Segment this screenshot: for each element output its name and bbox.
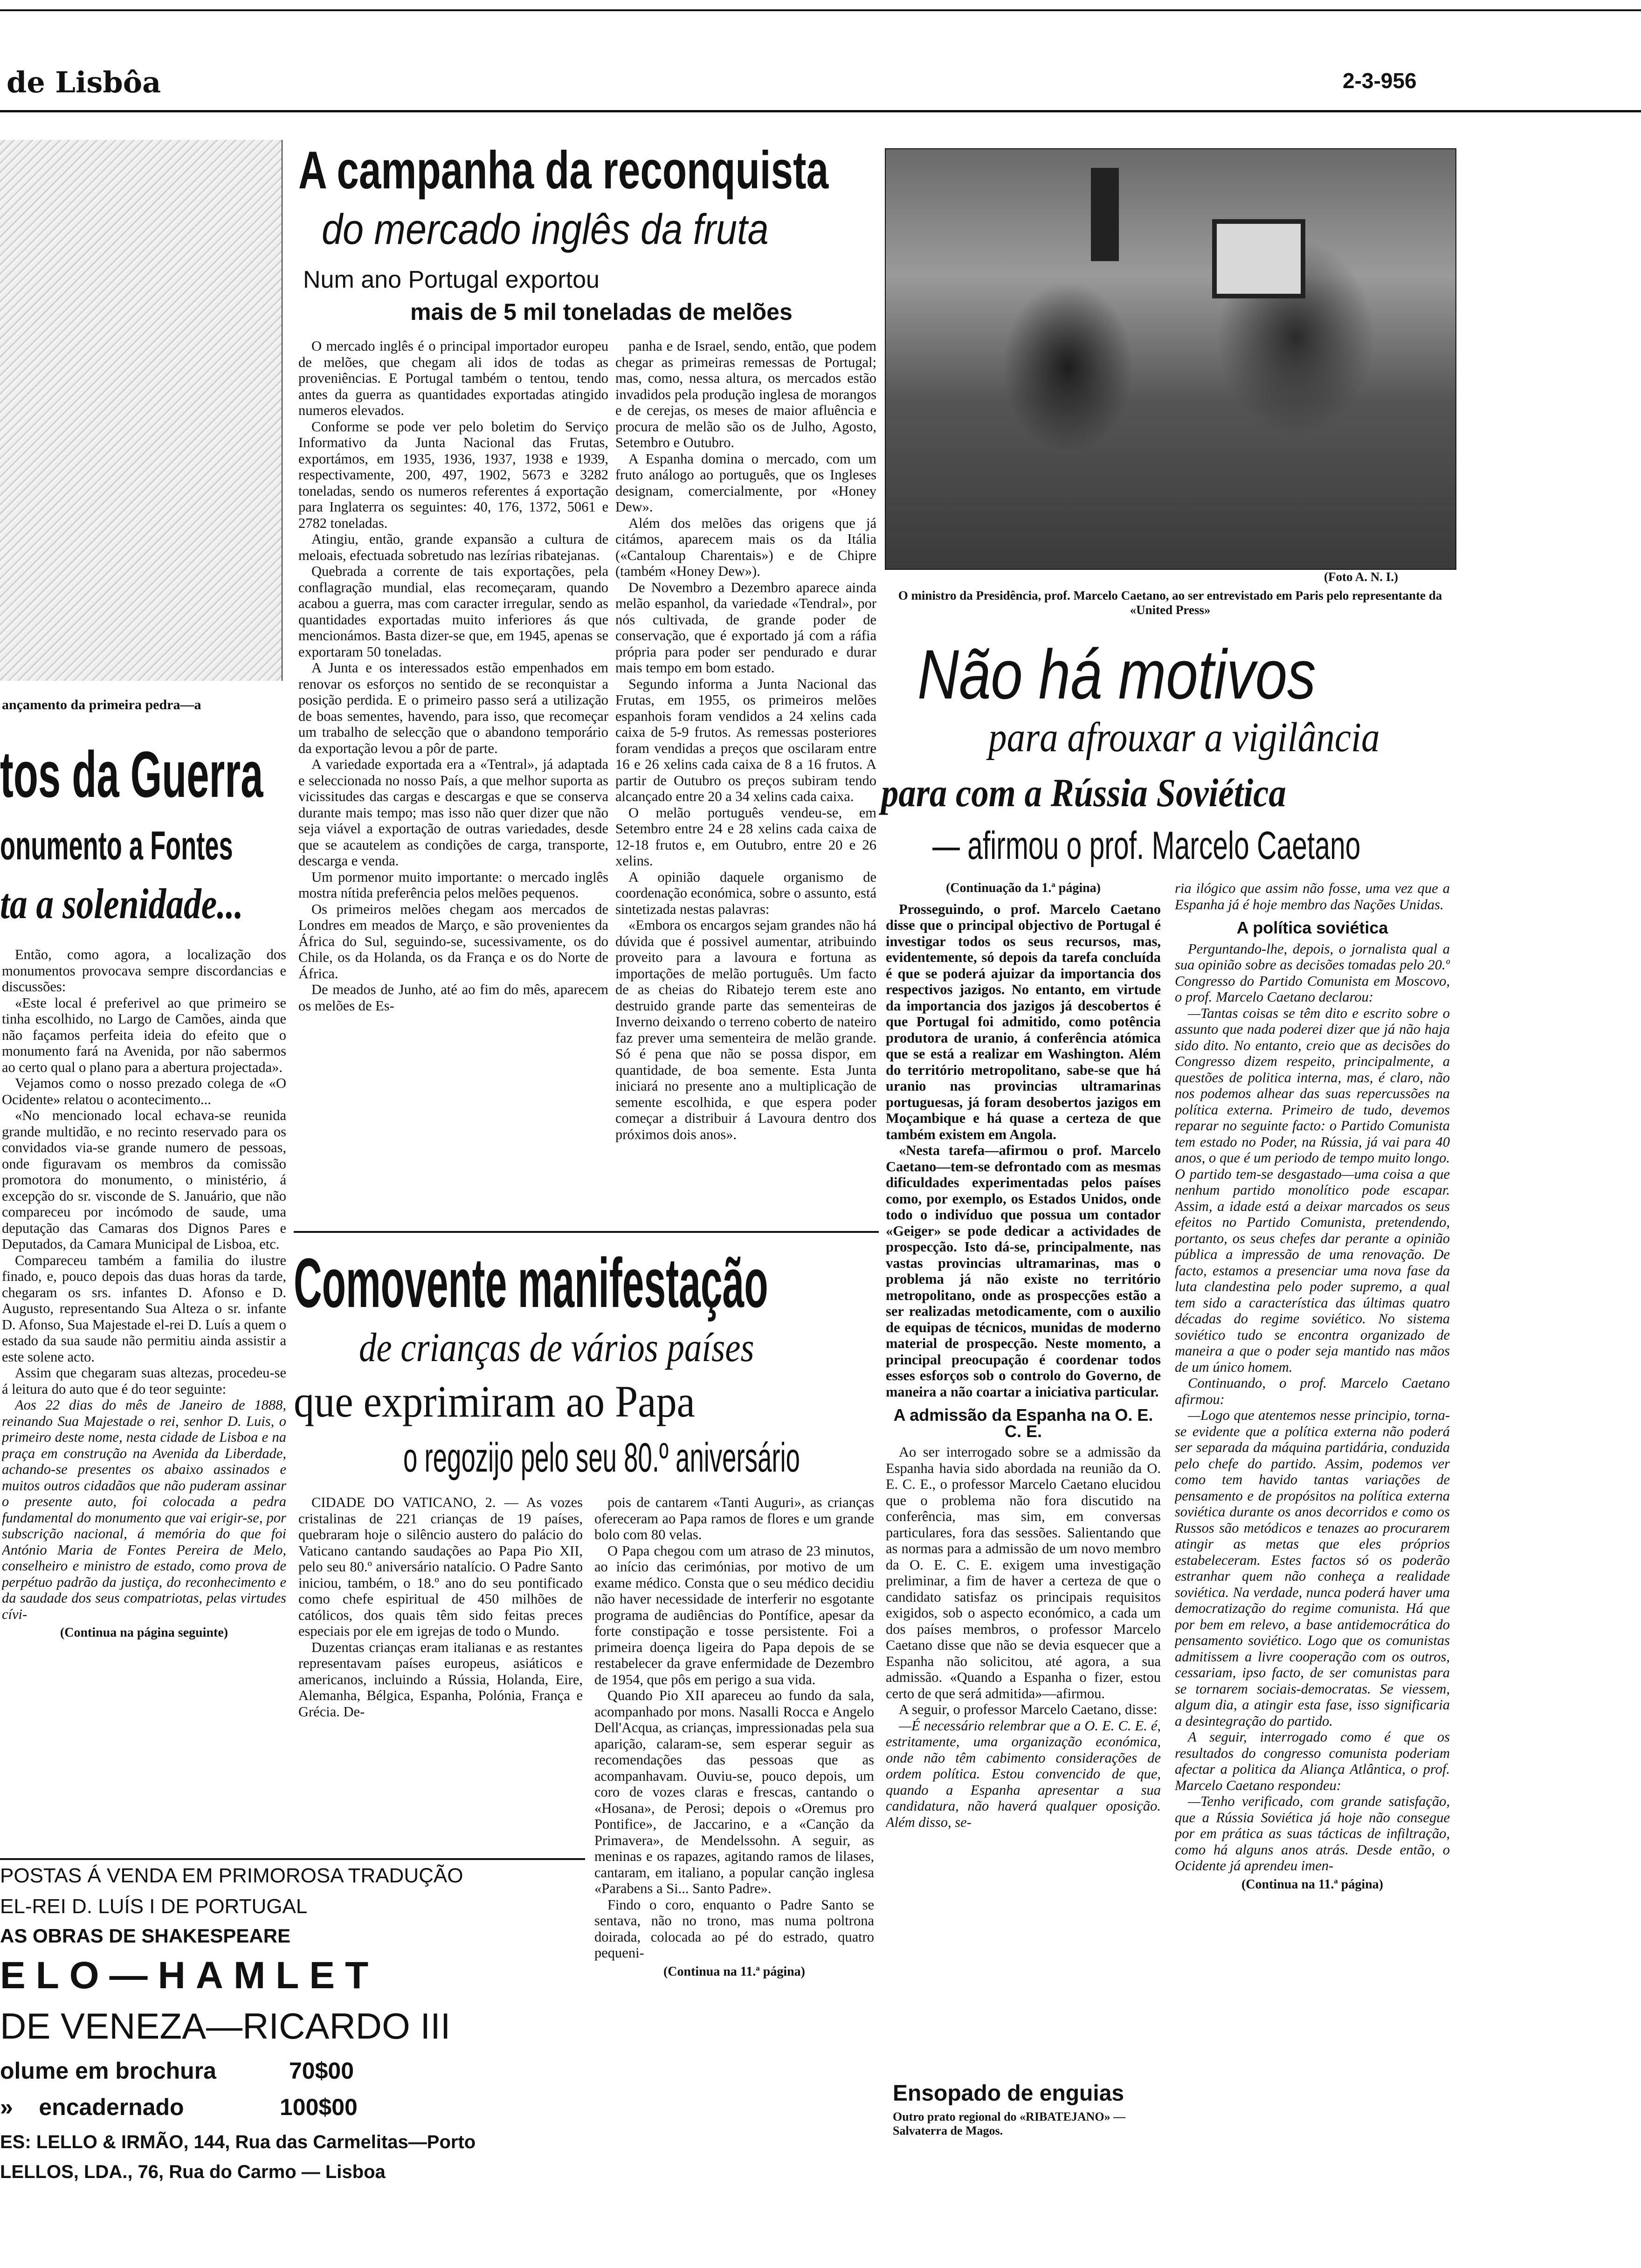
auto-text: Aos 22 dias do mês de Janeiro de 1888, reinando Sua Majestade o rei, senhor D. Luis, o primeiro deste nome, nesta cidade de Lisboa e na praça em construção na Avenida da Liberdade, achando-se presentes os abaixo assinados e muitos outros cidadãos que não puderam assinar o presente auto, foi colocada a pedra fundamental do monumento que vai erigir-se, por subscrição nacional, á memória do que foi António Maria de Fontes Pereira de Melo, conselheiro e ministro de estado, como prova de perpétuo padrão da justiça, do reconhecimento e da saudade dos seus compatriotas, pelas virtudes cívi- <box>2 1397 286 1622</box>
paragraph: CIDADE DO VATICANO, 2. — As vozes cristalinas de 221 crianças de 19 países, quebraram hoje o silêncio austero do palácio do Vaticano cantando saudações ao Papa Pio XII, pelo seu 80.º aniversário natalício. O Padre Santo iniciou, também, o 18.º ano do seu pontificado como chefe espiritual de 450 milhões de católicos, dos quais têm sido feitas preces especiais por ele em igrejas de todo o Mundo. <box>298 1494 583 1639</box>
paragraph: panha e de Israel, sendo, então, que podem chegar as primeiras remessas de Portugal; mas, como, nessa altura, os mercados estão invadidos pela produção inglesa de morangos e de cerejas, os meses de maior afluência e procura de melão são os de Julho, Agosto, Setembro e Outubro. <box>615 338 876 450</box>
photo-credit: (Foto A. N. I.) <box>1324 570 1398 584</box>
fruit-subdeck-1: Num ano Portugal exportou <box>303 266 600 293</box>
continued-from-note: (Continuação da 1.ª página) <box>945 881 1101 895</box>
masthead: de Lisbôa <box>7 65 161 99</box>
paragraph: Perguntando-lhe, depois, o jornalista qual a sua opinião sobre as decisões tomadas pelo 20.º Congresso do Partido Comunista em Moscovo, o prof. Marcelo Caetano declarou: <box>1175 940 1450 1005</box>
ad-line-6-label: olume em brochura <box>0 2058 216 2084</box>
header-rule <box>0 110 1641 112</box>
paragraph: A seguir, o professor Marcelo Caetano, disse: <box>899 1701 1158 1717</box>
paragraph: A variedade exportada era a «Tentral», já adaptada e seleccionada no nosso País, a que melhor suporta as vicissitudes das cargas e descargas e que se conserva durante mais tempo; mas isso não quer dizer que não seja viável a exportação de outras variedades, desde que se acautelem as condições de carga, transporte, descarga e venda. <box>298 756 608 869</box>
paragraph: O melão português vendeu-se, em Setembro entre 24 e 28 xelins cada caixa de 12-18 frutos e, em Outubro, entre 20 e 26 xelins. <box>615 804 876 869</box>
children-headline-2: de crianças de vários países <box>359 1325 754 1370</box>
fruit-deck: do mercado inglês da fruta <box>322 206 769 253</box>
photo-television <box>1212 219 1305 298</box>
subhead-soviet: A política soviética <box>1236 918 1388 937</box>
paragraph: Segundo informa a Junta Nacional das Frutas, em 1955, os primeiros melões espanhois foram vendidos a 24 xelins cada caixa de 5-9 frutos. As remessas posteriores foram vendidas a preços que oscilaram entre 16 e 26 xelins cada caixa de 8 a 16 frutos. A partir de Outubro os preços subiram tendo alcançado entre 20 a 34 xelins cada caixa. <box>615 676 876 804</box>
paragraph: —Tenho verificado, com grande satisfação, que a Rússia Soviética já hoje não consegue por em prática as suas tácticas de infiltração, como há alguns anos atrás. Desde então, o Ocidente já aprendeu imen- <box>1175 1793 1450 1874</box>
ad-line-9: LELLOS, LDA., 76, Rua do Carmo — Lisboa <box>0 2162 386 2182</box>
paragraph: A Espanha domina o mercado, com um fruto análogo ao português, que os Ingleses designam, comercialmente, por «Honey Dew». <box>615 450 876 515</box>
caetano-column-2 <box>1175 880 1450 2093</box>
paragraph: Então, como agora, a localização dos monumentos provocava sempre discordancias e discussões: <box>2 947 286 995</box>
children-headline-3: que exprimiram ao Papa <box>294 1376 695 1426</box>
paragraph: Conforme se pode ver pelo boletim do Serviço Informativo da Junta Nacional das Frutas, exportámos, em 1935, 1936, 1937, 1938 e 1939, respectivamente, 200, 497, 1902, 5673 e 3282 toneladas, sendo os numeros referentes á exportação para Inglaterra os seguintes: 40, 176, 1372, 5061 e 2782 toneladas. <box>298 418 608 531</box>
paragraph: —É necessário relembrar que a O. E. C. E. é, estritamente, uma organização económica, onde não têm cabimento considerações de ordem política. Estou convencido de que, quando a Espanha apresentar a sua candidatura, não haverá qualquer oposição. Além disso, se- <box>886 1717 1161 1830</box>
ad-line-4: ELO—HAMLET <box>0 1954 379 1997</box>
subhead-spain: A admissão da Espanha na O. E. C. E. <box>893 1405 1153 1441</box>
paragraph: «Nesta tarefa—afirmou o prof. Marcelo Caetano—tem-se defrontado com as mesmas dificuldades experimentadas pelos países como, por exemplo, os Estados Unidos, onde todo o indivíduo que possua um contador «Geiger» se pode dedicar a actividades de prospecção. Isto dá-se, principalmente, nas vastas provincias ultramarinas, mas o problema já não existe no território metropolitano, onde as prospecções estão a ser realizadas metodicamente, com o auxilio de equipas de técnicos, munidas de moderno material de prospecção. Neste momento, a principal preocupação é coordenar todos esses esforços sob o controlo do Governo, de maneira a não coartar a iniciativa particular. <box>886 1142 1161 1400</box>
paragraph: O mercado inglês é o principal importador europeu de melões, que chegam ali idos de todas as proveniências. E Portugal também o tentou, tendo antes da guerra as quantidades exportadas atingido numeros elevados. <box>298 338 608 418</box>
paragraph: De Novembro a Dezembro aparece ainda melão espanhol, da variedade «Tendral», por nós cultivada, de grande poder de conservação, que é exportado já com a ráfia própria para poder ser pendurado e durar mais tempo em bom estado. <box>615 579 876 676</box>
caetano-column-1 <box>886 880 1161 2069</box>
continuation-note: (Continua na 11.ª página) <box>1241 1877 1384 1892</box>
paragraph: —Tantas coisas se têm dito e escrito sobre o assunto que nada poderei dizer que já não haja sido dito. No entanto, creio que as decisões do Congresso dizem respeito, principalmente, a questões de politica interna, mas, é claro, não nos podemos alhear das suas repercussões na política externa. Primeiro de tudo, devemos reparar no seguinte facto: o Partido Comunista tem estado no Poder, na Rússia, já vai para 40 anos, o que é um periodo de tempo muito longo. O partido tem-se desgastado—uma coisa a que nenhum partido monolítico pode escapar. Assim, a idade está a deixar marcados os seus efeitos no Partido Comunista, pretendendo, portanto, os seus chefes dar perante a opinião pública a impressão de uma renovação. De facto, estamos a presenciar uma nova fase da luta clandestina pelo poder supremo, a qual tem sido a característica das últimas quatro décadas do regime soviético. No sistema soviético tudo se encontra organizado de maneira a que o poder seja mantido nas mãos de um único homem. <box>1175 1005 1450 1375</box>
section-rule <box>294 1231 879 1233</box>
paragraph: Prosseguindo, o prof. Marcelo Caetano disse que o principal objectivo de Portugal é investigar todos os seus recursos, mas, evidentemente, só depois da tarefa concluída é que se poderá ajuizar da importancia dos respectivos jazigos. No entanto, em virtude da importancia dos jazigos já descobertos é que Portugal foi admitido, como potência produtora de uranio, á conferência atómica que se está a realizar em Washington. Além do território metropolitano, sabe-se que há uranio nas provincias ultramarinas portuguesas, já foram desobertos jazigos em Moçambique e há quase a certeza de que também existem em Angola. <box>886 901 1161 1142</box>
ad-line-7-price: 100$00 <box>280 2094 358 2120</box>
ensopado-text: Outro prato regional do «RIBATEJANO» — Salvaterra de Magos. <box>893 2110 1126 2137</box>
paragraph: ria ilógico que assim não fosse, uma vez que a Espanha já é hoje membro das Nações Unidas. <box>1175 880 1450 913</box>
caetano-headline-4: — afirmou o prof. Marcelo Caetano <box>932 823 1361 867</box>
fruit-column-1 <box>298 338 608 1236</box>
paragraph: Os primeiros melões chegam aos mercados de Londres em meados de Março, e são provenientes da África do Sul, seguindo-se, sucessivamente, os do Chile, os da Holanda, os da França e os do Norte de África. <box>298 901 608 982</box>
left-headline-3: ta a solenidade... <box>0 880 243 927</box>
ad-line-5: DE VENEZA—RICARDO III <box>0 2005 451 2047</box>
paragraph: Duzentas crianças eram italianas e as restantes representavam países europeus, asiáticos e americanos, incluindo a Rússia, Holanda, Eire, Alemanha, Bélgica, Espanha, Polónia, França e Grécia. De- <box>298 1639 583 1720</box>
left-story-body <box>2 947 286 1856</box>
paragraph: Um pormenor muito importante: o mercado inglês mostra nítida preferência pelos melões pequenos. <box>298 869 608 901</box>
paragraph: «Embora os encargos sejam grandes não há dúvida que é possivel aumentar, atribuindo proveito para a lavoura e fortuna as importações de melão português. Um facto de as cheias do Ribatejo terem este ano destruido grande parte das sementeiras de Inverno deixando o terreno coberto de nateiro faz prever uma sementeira de melão grande. Só é pena que não se possa dispor, em quantidade, de boa semente. Esta Junta iniciará no presente ano a multiplicação de semente escolhida, e que espera poder começar a distribuir á Lavoura dentro dos próximos dois anos». <box>615 917 876 1142</box>
continuation-note: (Continua na página seguinte) <box>60 1625 228 1640</box>
paragraph: Findo o coro, enquanto o Padre Santo se sentava, não no trono, mas numa poltrona doirada, colocada ao pé do estrado, quatro pequeni- <box>594 1896 874 1961</box>
photo-caption: O ministro da Presidência, prof. Marcelo Caetano, ao ser entrevistado em Paris pelo representante da «United Press» <box>898 588 1442 617</box>
children-headline-4: o regozijo pelo seu 80.º aniversário <box>403 1434 800 1480</box>
paragraph: «Este local é preferivel ao que primeiro se tinha escolhido, no Largo de Camões, ainda que não façamos perfeita ideia do efeito que o monumento fará na Avenida, por não sabermos ao certo qual o plano para a abertura projectada». <box>2 995 286 1075</box>
paragraph: —Logo que atentemos nesse principio, torna-se evidente que a política externa não poderá ser separada da máquina partidária, conduzida pelo chefe do partido. Assim, podemos ver como tem havido tantas variações de pensamento e de propósitos na política externa soviética durante os anos decorridos e como os Russos são metódicos e tenazes ao procurarem atingir as metas que eles próprios estabeleceram. Estes factos só os poderão estranhar quem não conheça a realidade soviética. Na verdade, nunca poderá haver uma democratização do regime comunista. Há que por bem em relevo, a base antidemocrática do pensamento soviético. Logo que os comunistas admitissem a livre cooperação com os outros, cessariam, ipso facto, de ser comunistas para se tornarem sociais-democratas. Se viessem, algum dia, a atingir esta fase, isso significaria a desintegração do partido. <box>1175 1407 1450 1729</box>
children-headline-1: Comovente manifestação <box>294 1244 768 1322</box>
issue-date: 2-3-956 <box>1343 69 1417 93</box>
engraving-illustration <box>0 140 283 681</box>
paragraph: Assim que chegaram suas altezas, procedeu-se á leitura do auto que é do teor seguinte: <box>2 1365 286 1397</box>
left-headline-1: tos da Guerra <box>0 738 263 811</box>
paragraph: Ao ser interrogado sobre se a admissão da Espanha havia sido abordada na reunião da O. E. C. E., o professor Marcelo Caetano elucidou que o problema não fora discutido na conferência, mas sim, em conversas particulares, fora das sessões. Salientando que as normas para a admissão de um novo membro da O. E. C. E. exigem uma investigação preliminar, a fim de haver a certeza de que o candidato satisfaz os principais requisitos exigidos, sob o aspecto económico, a cada um dos países membros, o professor Marcelo Caetano disse que não se devia esquecer que a Espanha não solicitou, até agora, a sua admissão. «Quando a Espanha o fizer, estou certo de que será admitida»—afirmou. <box>886 1444 1161 1701</box>
ad-top-rule <box>0 1858 585 1860</box>
continuation-note: (Continua na 11.ª página) <box>663 1964 806 1979</box>
caetano-headline-3: para com a Rússia Soviética <box>881 770 1286 815</box>
paragraph: Além dos melões das origens que já citámos, aparecem mais os da Itália («Cantaloup Charentais») e de Chipre (também «Honey Dew»). <box>615 515 876 579</box>
paragraph: O Papa chegou com um atraso de 23 minutos, ao início das cerimónias, por motivo de um exame médico. Consta que o seu médico decidiu não haver necessidade de interferir no esgotante programa de audiências do Pontífice, apesar da forte constipação e tosse persistente. Foi a primeira doença ligeira do Papa depois de se restabelecer da grave enfermidade de Dezembro de 1954, que pôs em perigo a sua vida. <box>594 1542 874 1687</box>
photo-lamp <box>1091 168 1119 261</box>
caetano-headline-1: Não há motivos <box>917 635 1316 713</box>
paragraph: A opinião daquele organismo de coordenação económica, sobre o assunto, está sintetizada nestas palavras: <box>615 869 876 917</box>
paragraph: Continuando, o prof. Marcelo Caetano afirmou: <box>1175 1375 1450 1407</box>
ensopado-title: Ensopado de enguias <box>893 2081 1124 2106</box>
ad-line-8: ES: LELLO & IRMÃO, 144, Rua das Carmelitas—Porto <box>0 2132 476 2152</box>
photo-interview <box>885 148 1456 570</box>
paragraph: pois de cantarem «Tanti Auguri», as crianças ofereceram ao Papa ramos de flores e um grande bolo com 80 velas. <box>594 1494 874 1542</box>
ad-line-7-label: » encadernado <box>0 2094 184 2120</box>
paragraph: Vejamos como o nosso prezado colega de «O Ocidente» relatou o acontecimento... <box>2 1075 286 1107</box>
paragraph: A seguir, interrogado como é que os resultados do congresso comunista poderiam afectar a politica da Aliança Atlântica, o prof. Marcelo Caetano respondeu: <box>1175 1729 1450 1793</box>
top-border-rule <box>0 9 1641 11</box>
children-column-2 <box>594 1494 874 2054</box>
ad-line-6-price: 70$00 <box>289 2058 354 2084</box>
caetano-headline-2: para afrouxar a vigilância <box>988 714 1380 761</box>
paragraph: Atingiu, então, grande expansão a cultura de meloais, efectuada sobretudo nas lezírias ribatejanas. <box>298 531 608 563</box>
fruit-column-2 <box>615 338 876 1236</box>
paragraph: A Junta e os interessados estão empenhados em renovar os esforços no sentido de se reconquistar a posição perdida. E o primeiro passo será a utilização de boas sementes, havendo, para isso, que recomeçar um trabalho de selecção que o abandono temporário da exportação levou a pôr de parte. <box>298 660 608 756</box>
ad-line-2: EL-REI D. LUÍS I DE PORTUGAL <box>0 1895 308 1918</box>
ad-line-1: POSTAS Á VENDA EM PRIMOROSA TRADUÇÃO <box>0 1864 463 1887</box>
paragraph: Quebrada a corrente de tais exportações, pela conflagração mundial, elas recomeçaram, quando acabou a guerra, mas com caracter irregular, sendo as quantidades exportadas muito inferiores ás que mencionámos. Basta dizer-se que, em 1945, apenas se exportaram 50 toneladas. <box>298 563 608 660</box>
children-column-1 <box>298 1494 583 1784</box>
engraving-caption: ançamento da primeira pedra—a <box>2 697 201 712</box>
paragraph: Quando Pio XII apareceu ao fundo da sala, acompanhado por mons. Nasalli Rocca e Angelo Dell'Acqua, as crianças, impressionadas pela sua aparição, calaram-se, sem esperar seguir as recomendações das pessoas que as acompanhavam. Ouviu-se, pouco depois, um coro de vozes claras e frescas, cantando o «Hosana», de Perosi; depois o «Oremus pro Pontifice», de Jaccarino, e a «Canção da Primavera», de Mendelssohn. A seguir, as meninas e os rapazes, agitando ramos de lilases, cantaram, em italiano, a popular canção inglesa «Parabens a Si... Santo Padre». <box>594 1687 874 1896</box>
paragraph: Compareceu também a familia do ilustre finado, e, pouco depois das duas horas da tarde, chegaram os srs. infantes D. Afonso e D. Augusto, representando Sua Alteza o sr. infante D. Afonso, Sua Majestade el-rei D. Luís a quem o estado da sua saude não permitiu ainda assistir a este solene acto. <box>2 1252 286 1365</box>
ad-line-3: AS OBRAS DE SHAKESPEARE <box>0 1925 291 1947</box>
left-headline-2: onumento a Fontes <box>0 823 233 868</box>
fruit-subdeck-2: mais de 5 mil toneladas de melões <box>410 299 793 325</box>
paragraph: De meados de Junho, até ao fim do mês, aparecem os melões de Es- <box>298 982 608 1014</box>
paragraph: «No mencionado local echava-se reunida grande multidão, e no recinto reservado para os convidados via-se grande numero de pessoas, onde figuravam os membros da comissão promotora do monumento, o ministério, á excepção do sr. visconde de S. Januário, que não compareceu por incómodo de saude, uma deputação das Camaras dos Dignos Pares e Deputados, da Camara Municipal de Lisboa, etc. <box>2 1107 286 1252</box>
fruit-headline: A campanha da reconquista <box>298 141 829 200</box>
